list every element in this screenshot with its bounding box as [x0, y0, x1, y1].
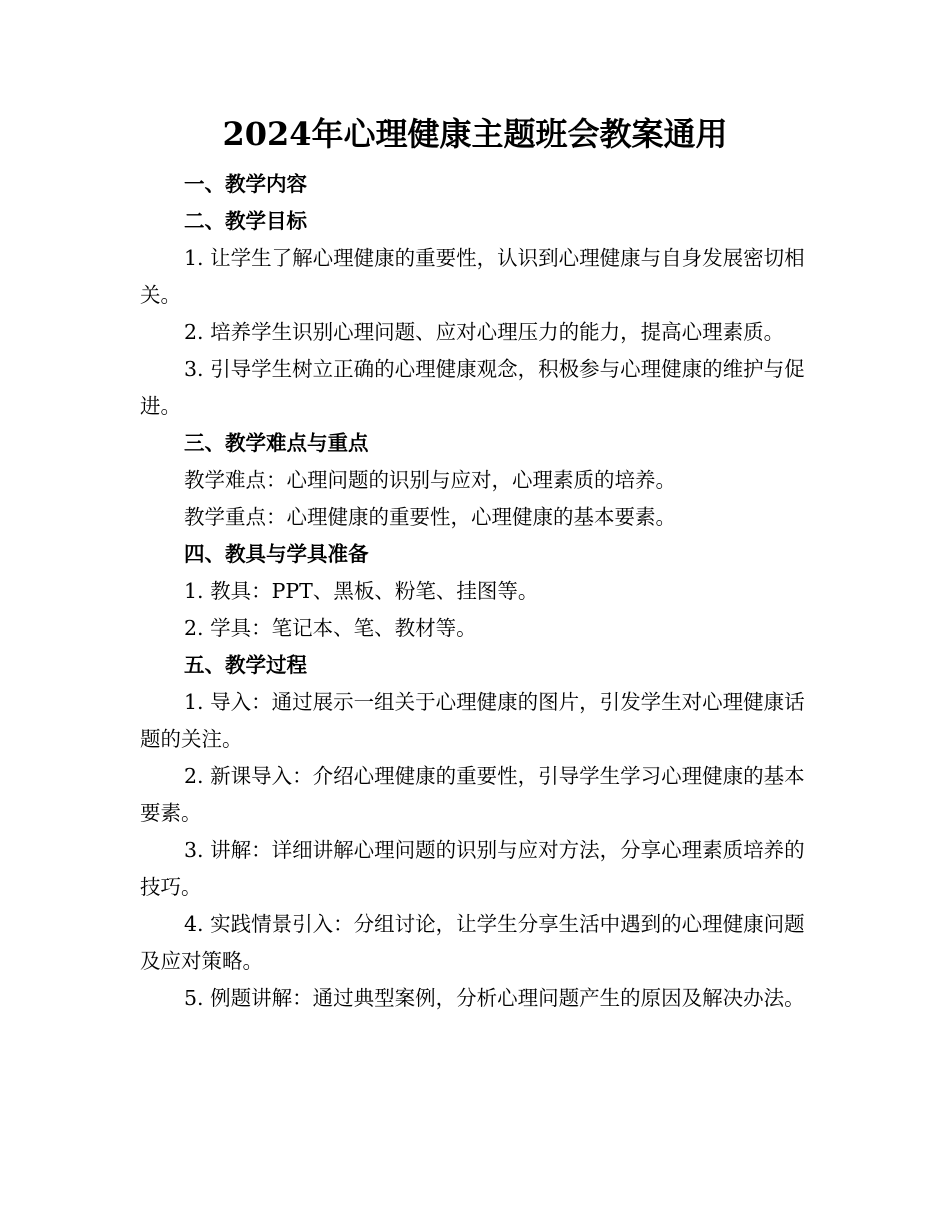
document-title: 2024年心理健康主题班会教案通用	[222, 115, 728, 153]
process-step: 5. 例题讲解：通过典型案例，分析心理问题产生的原因及解决办法。	[184, 986, 805, 1010]
material-item: 2. 学具：笔记本、笔、教材等。	[184, 616, 477, 640]
section-heading-teaching-objectives: 二、教学目标	[184, 209, 307, 233]
section-heading-materials: 四、教具与学具准备	[184, 542, 369, 566]
process-step: 1. 导入：通过展示一组关于心理健康的图片，引发学生对心理健康话题的关注。	[140, 690, 805, 751]
section-heading-teaching-content: 一、教学内容	[184, 172, 307, 196]
process-step: 3. 讲解：详细讲解心理问题的识别与应对方法，分享心理素质培养的技巧。	[140, 838, 805, 899]
section-heading-teaching-process: 五、教学过程	[184, 653, 307, 677]
objective-item: 3. 引导学生树立正确的心理健康观念，积极参与心理健康的维护与促进。	[140, 357, 805, 418]
objective-item: 1. 让学生了解心理健康的重要性，认识到心理健康与自身发展密切相关。	[140, 246, 805, 307]
document-body	[140, 166, 812, 1017]
difficulty-item: 教学难点：心理问题的识别与应对，心理素质的培养。	[184, 468, 676, 492]
material-item: 1. 教具：PPT、黑板、粉笔、挂图等。	[184, 579, 539, 603]
process-step: 2. 新课导入：介绍心理健康的重要性，引导学生学习心理健康的基本要素。	[140, 764, 805, 825]
objective-item: 2. 培养学生识别心理问题、应对心理压力的能力，提高心理素质。	[184, 320, 785, 344]
process-step: 4. 实践情景引入：分组讨论，让学生分享生活中遇到的心理健康问题及应对策略。	[140, 912, 805, 973]
key-point-item: 教学重点：心理健康的重要性，心理健康的基本要素。	[184, 505, 676, 529]
section-heading-difficulties-and-key-points: 三、教学难点与重点	[184, 431, 369, 455]
